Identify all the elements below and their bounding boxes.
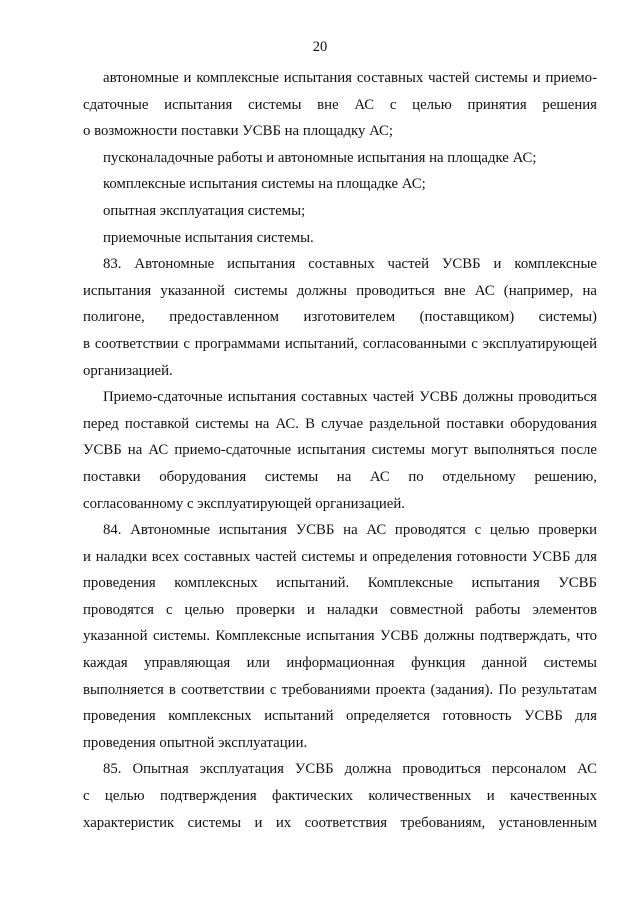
text-line: указанной системы. Комплексные испытания УСВБ должны подтверждать, что — [83, 628, 597, 645]
text-line: проведения комплексных испытаний. Комплексные испытания УСВБ — [83, 575, 597, 592]
text-line: 84. Автономные испытания УСВБ на АС проводятся с целью проверки — [103, 522, 597, 539]
text-line: согласованному с эксплуатирующей организацией. — [83, 495, 405, 512]
text-line: испытания указанной системы должны проводиться вне АС (например, на — [83, 282, 597, 299]
text-line: проводятся с целью проверки и наладки совместной работы элементов — [83, 601, 597, 618]
text-line: 83. Автономные испытания составных частей УСВБ и комплексные — [103, 256, 597, 273]
text-line: автономные и комплексные испытания составных частей системы и приемо- — [103, 70, 597, 86]
text-line: выполняется в соответствии с требованиями проекта (задания). По результатам — [83, 681, 597, 698]
text-line: характеристик системы и их соответствия требованиям, установленным — [83, 814, 597, 831]
text-line: перед поставкой системы на АС. В случае раздельной поставки оборудования — [83, 415, 597, 432]
text-line: приемочные испытания системы. — [103, 229, 314, 246]
text-line: комплексные испытания системы на площадке АС; — [103, 176, 426, 193]
text-line: с целью подтверждения фактических количественных и качественных — [83, 788, 597, 805]
text-line: полигоне, предоставленном изготовителем (поставщиком) системы) — [83, 309, 597, 326]
text-line: УСВБ на АС приемо-сдаточные испытания системы могут выполняться после — [83, 442, 597, 459]
page-number: 20 — [312, 39, 328, 55]
document-body — [83, 68, 597, 839]
text-line: проведения комплексных испытаний определяется готовность УСВБ для — [83, 708, 597, 725]
text-line: сдаточные испытания системы вне АС с целью принятия решения — [83, 96, 597, 113]
text-line: опытная эксплуатация системы; — [103, 202, 306, 219]
text-line: каждая управляющая или информационная функция данной системы — [83, 655, 597, 672]
text-line: Приемо-сдаточные испытания составных частей УСВБ должны проводиться — [103, 389, 597, 406]
text-line: пусконаладочные работы и автономные испытания на площадке АС; — [103, 149, 537, 166]
text-line: 85. Опытная эксплуатация УСВБ должна проводиться персоналом АС — [103, 761, 597, 778]
text-line: проведения опытной эксплуатации. — [83, 734, 308, 751]
text-line: поставки оборудования системы на АС по отдельному решению, — [83, 468, 597, 485]
text-line: о возможности поставки УСВБ на площадку АС; — [83, 123, 394, 140]
text-line: и наладки всех составных частей системы и определения готовности УСВБ для — [83, 548, 597, 565]
text-line: в соответствии с программами испытаний, согласованными с эксплуатирующей — [83, 335, 597, 352]
text-line: организацией. — [83, 362, 173, 379]
